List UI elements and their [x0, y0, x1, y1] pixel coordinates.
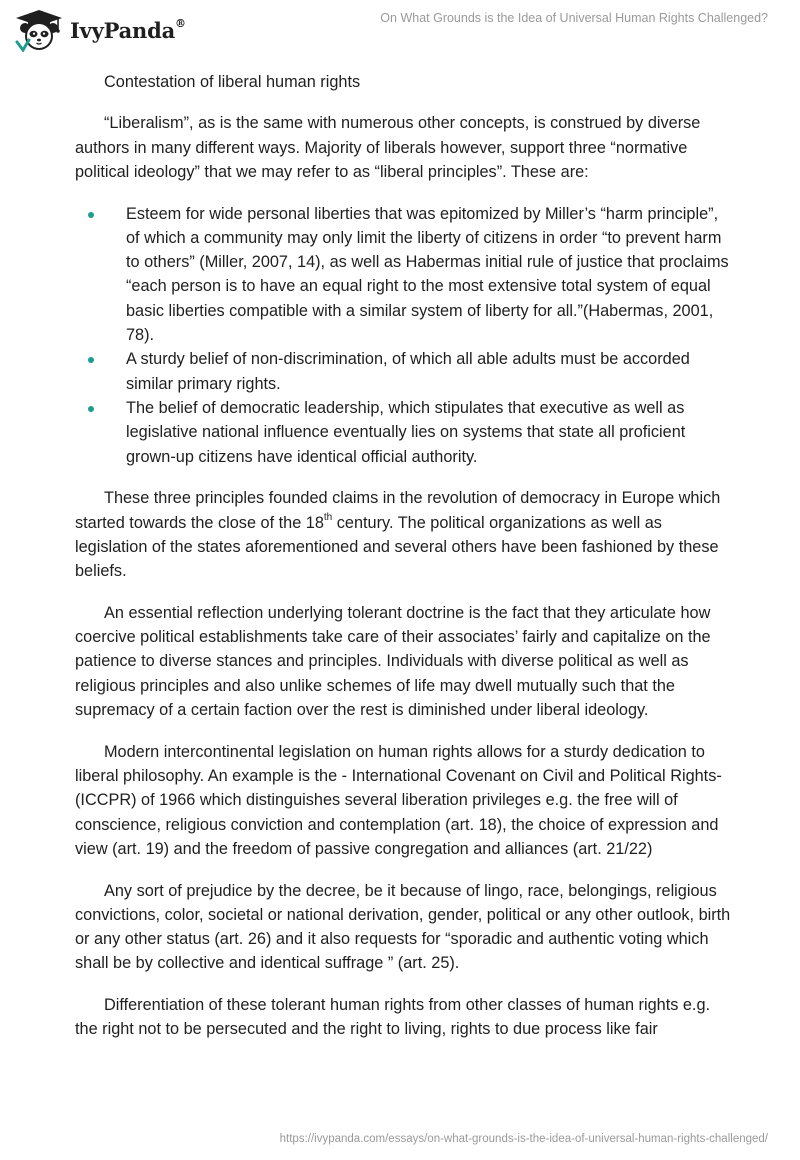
intro-paragraph: “Liberalism”, as is the same with numerous other concepts, is construed by diverse authors in many different ways. Majority of liberals however, support three “normative political ideology” that we may refer to as “liberal principles”. These are:: [75, 114, 701, 181]
liberal-principles-list: [75, 202, 735, 469]
bullet-icon: [88, 357, 94, 363]
essay-content: [75, 70, 735, 1059]
modern-legislation-paragraph: Modern intercontinental legislation on human rights allows for a sturdy dedication to liberal philosophy. An example is the - International Covenant on Civil and Political Rights- (ICCPR) of 1966 which distinguishes several liberation privileges e.g. the free will of conscience, religious conviction and contemplation (art. 18), the choice of expression and view (art. 19) and the freedom of passive congregation and alliances (art. 21/22): [75, 742, 722, 858]
page-header: [0, 0, 800, 70]
bullet-icon: [88, 212, 94, 218]
list-item: A sturdy belief of non-discrimination, of which all able adults must be accorded similar primary rights.: [75, 347, 735, 396]
section-heading: Contestation of liberal human rights: [104, 73, 361, 91]
source-url[interactable]: https://ivypanda.com/essays/on-what-grounds-is-the-idea-of-universal-human-rights-challenged/: [279, 1133, 768, 1145]
running-title: On What Grounds is the Idea of Universal Human Rights Challenged?: [380, 11, 768, 25]
prejudice-paragraph: Any sort of prejudice by the decree, be it because of lingo, race, belongings, religious convictions, color, societal or national derivation, gender, political or any other outlook, birth or any other status (art. 26) and it also requests for “sporadic and authentic voting which shall be by collective and identical suffrage ” (art. 25).: [75, 881, 731, 973]
principles-paragraph: These three principles founded claims in the revolution of democracy in Europe which started towards the close of the 18th century. The political organizations as well as legislation of the states aforementioned and several others have been fashioned by these beliefs.: [75, 489, 721, 581]
ivypanda-logo[interactable]: [14, 8, 186, 52]
list-item: Esteem for wide personal liberties that was epitomized by Miller’s “harm principle”, of which a community may only limit the liberty of citizens in order “to prevent harm to others” (Miller, 2007, 14), as well as Habermas initial rule of justice that proclaims “each person is to have an equal right to the most extensive total system of equal basic liberties compatible with a similar system of liberty for all.”(Habermas, 2001, 78).: [75, 202, 735, 348]
bullet-icon: [88, 406, 94, 412]
panda-graduate-icon: [14, 8, 64, 52]
reflection-paragraph: An essential reflection underlying tolerant doctrine is the fact that they articulate how coercive political establishments take care of their associates’ fairly and capitalize on the patience to diverse stances and principles. Individuals with diverse political as well as religious principles and also unlike schemes of life may dwell mutually such that the supremacy of a certain faction over the rest is diminished under liberal ideology.: [75, 603, 711, 719]
differentiation-paragraph: Differentiation of these tolerant human rights from other classes of human rights e.g. the right not to be persecuted and the right to living, rights to due process like fair: [75, 996, 711, 1039]
brand-name: IvyPanda®: [70, 16, 186, 43]
list-item: The belief of democratic leadership, which stipulates that executive as well as legislative national influence eventually lies on systems that state all proficient grown-up citizens have identical official authority.: [75, 396, 735, 469]
